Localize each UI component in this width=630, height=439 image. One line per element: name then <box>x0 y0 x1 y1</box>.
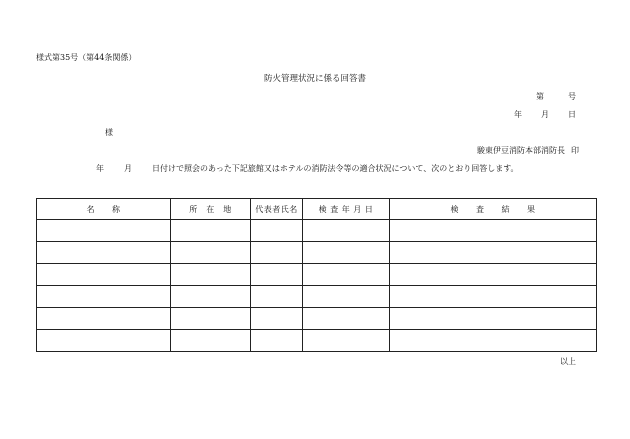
sender-seal: 印 <box>571 146 579 155</box>
sender-name: 駿東伊豆消防本部消防長 <box>477 146 565 155</box>
table-cell <box>390 220 597 242</box>
table-row <box>37 242 597 264</box>
table-cell <box>171 308 251 330</box>
table-cell <box>171 264 251 286</box>
table-cell <box>171 330 251 352</box>
body-text: 日付けで照会のあった下記旅館又はホテルの消防法令等の適合状況について、次のとおり回答します。 <box>152 164 519 173</box>
table-cell <box>37 308 171 330</box>
closing-text: 以上 <box>560 357 576 366</box>
document-date-line <box>514 110 576 120</box>
table-row <box>37 308 597 330</box>
table-cell <box>251 220 303 242</box>
header-address: 所 在 地 <box>171 199 251 220</box>
table-cell <box>37 264 171 286</box>
form-number: 様式第35号（第44条関係） <box>36 53 137 62</box>
header-inspection-date: 検 査 年 月 日 <box>303 199 390 220</box>
document-number-line <box>536 92 576 102</box>
body-year: 年 <box>96 164 104 173</box>
table-cell <box>390 330 597 352</box>
sender-line <box>477 146 579 156</box>
body-paragraph <box>96 164 519 174</box>
date-day: 日 <box>568 110 576 119</box>
table-row <box>37 330 597 352</box>
table-cell <box>390 242 597 264</box>
table-header-row <box>37 199 597 220</box>
addressee-suffix: 様 <box>105 128 113 137</box>
date-month: 月 <box>541 110 549 119</box>
table-cell <box>390 308 597 330</box>
table-cell <box>303 286 390 308</box>
table-cell <box>251 264 303 286</box>
table-cell <box>171 286 251 308</box>
table-cell <box>37 220 171 242</box>
table-row <box>37 286 597 308</box>
table-cell <box>390 286 597 308</box>
table-cell <box>303 264 390 286</box>
table-cell <box>171 220 251 242</box>
number-suffix: 号 <box>568 92 576 101</box>
table-cell <box>251 242 303 264</box>
table-row <box>37 220 597 242</box>
body-month: 月 <box>124 164 132 173</box>
date-year: 年 <box>514 110 522 119</box>
table-cell <box>171 242 251 264</box>
table-cell <box>303 242 390 264</box>
table-cell <box>37 242 171 264</box>
table-cell <box>251 330 303 352</box>
header-inspection-result: 検 査 結 果 <box>390 199 597 220</box>
table-row <box>37 264 597 286</box>
document-title: 防火管理状況に係る回答書 <box>263 74 366 84</box>
table-cell <box>37 330 171 352</box>
inspection-table <box>36 198 597 352</box>
table-cell <box>303 330 390 352</box>
table-cell <box>251 308 303 330</box>
header-representative: 代表者氏名 <box>251 199 303 220</box>
table-cell <box>251 286 303 308</box>
number-prefix: 第 <box>536 92 544 101</box>
header-name: 名 称 <box>37 199 171 220</box>
table-cell <box>37 286 171 308</box>
table-cell <box>390 264 597 286</box>
table-cell <box>303 220 390 242</box>
table-cell <box>303 308 390 330</box>
